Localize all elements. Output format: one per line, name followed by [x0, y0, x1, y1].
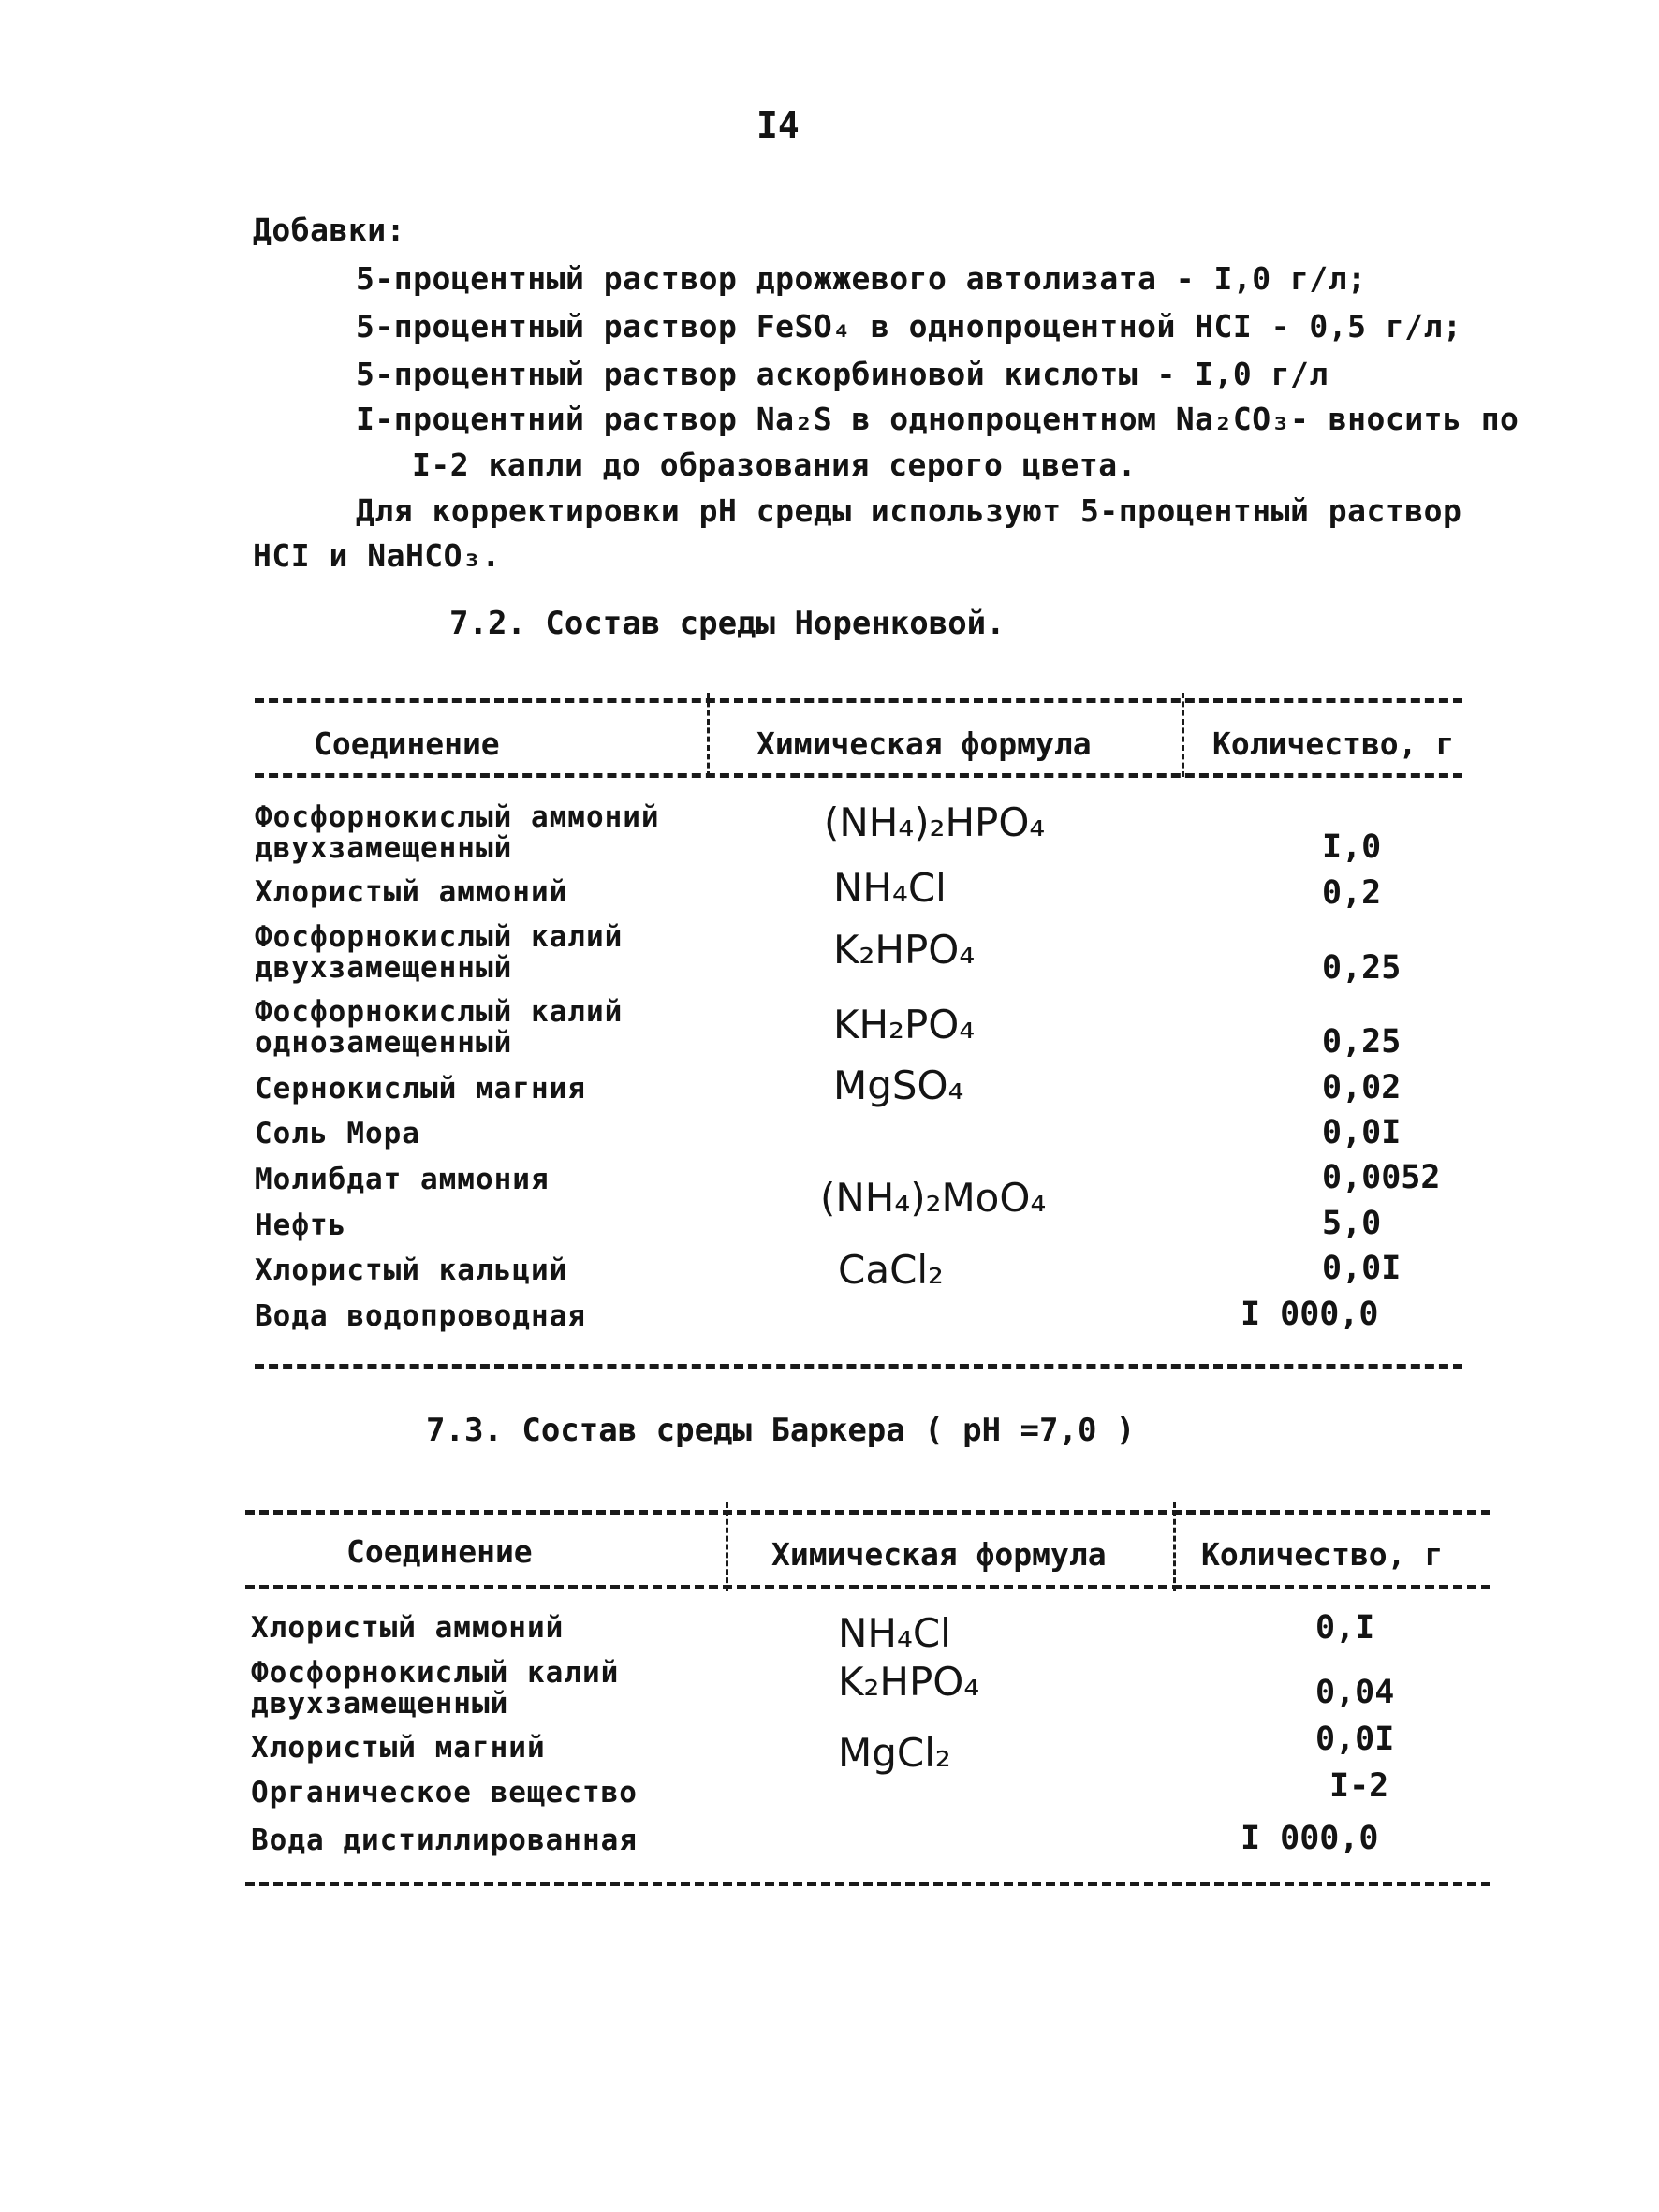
table1-row-name: [255, 997, 623, 1059]
table1-row-qty: I,0: [1322, 828, 1382, 866]
table2-row-name: [251, 1658, 619, 1720]
compound-name: Фосфорнокислый калий двухзамещенный: [255, 920, 624, 985]
table1-row-name: Вода водопроводная: [255, 1299, 586, 1333]
table1-header-quantity: Количество, г: [1212, 725, 1455, 762]
table1-row-qty: 0,25: [1322, 949, 1402, 987]
table1-row-formula: (NH₄)₂HPO₄: [824, 799, 1046, 845]
table1-row-formula: NH₄Cl: [833, 865, 947, 911]
table1-row-qty: 0,02: [1322, 1069, 1402, 1106]
table1-row-qty: 0,0052: [1322, 1159, 1441, 1196]
table2-header-formula: Химическая формула: [771, 1536, 1107, 1573]
table1-row-formula: K₂HPO₄: [833, 927, 976, 973]
table1-row-formula: MgSO₄: [833, 1062, 964, 1108]
table1-bottom-rule: [255, 1364, 1462, 1369]
table1-row-name: Хлористый кальций: [255, 1253, 568, 1287]
table2-row-qty: 0,I: [1315, 1609, 1375, 1647]
table1-row-name: [255, 802, 660, 864]
table1-row-qty: 5,0: [1322, 1205, 1382, 1242]
additive-line: I-2 капли до образования серого цвета.: [412, 447, 1137, 483]
table2-row-name: Хлористый магний: [251, 1731, 546, 1765]
table2-row-qty: 0,04: [1315, 1674, 1395, 1711]
table2-row-name: Вода дистиллированная: [251, 1824, 638, 1857]
table2-row-formula: K₂HPO₄: [838, 1659, 980, 1705]
table2-row-qty: I-2: [1329, 1767, 1389, 1805]
table2-header-rule: [245, 1585, 1490, 1589]
table2-row-formula: NH₄Cl: [838, 1610, 951, 1656]
compound-name: Фосфорнокислый калий двухзамещенный: [251, 1656, 620, 1721]
additive-line: 5-процентный раствор дрожжевого автолизата - I,0 г/л;: [356, 260, 1367, 297]
table2-row-name: Органическое вещество: [251, 1776, 638, 1809]
table1-row-qty: 0,0I: [1322, 1250, 1402, 1287]
table2-header-quantity: Количество, г: [1201, 1536, 1444, 1573]
table2-header-compound: Соединение: [346, 1533, 533, 1570]
table1-title: 7.2. Состав среды Норенковой.: [449, 605, 1006, 642]
table1-row-name: Молибдат аммония: [255, 1163, 550, 1196]
table2-title: 7.3. Состав среды Баркера ( pH =7,0 ): [426, 1412, 1136, 1449]
table2-col-sep: [1173, 1502, 1176, 1591]
table1-row-name: Соль Мора: [255, 1117, 420, 1150]
additive-line: 5-процентный раствор аскорбиновой кислоты - I,0 г/л: [356, 356, 1329, 392]
table1-row-formula: CaCl₂: [838, 1247, 944, 1293]
table1-top-rule: [255, 698, 1462, 703]
table1-row-qty: 0,0I: [1322, 1114, 1402, 1151]
table1-header-rule: [255, 773, 1462, 778]
table1-header-formula: Химическая формула: [756, 725, 1092, 762]
table1-row-name: Сернокислый магния: [255, 1072, 586, 1106]
additives-title: Добавки:: [253, 212, 405, 248]
table1-row-name: [255, 922, 623, 984]
ph-note: Для корректировки pH среды используют 5-процентный раствор: [356, 492, 1462, 529]
table1-row-qty: 0,2: [1322, 874, 1382, 912]
table2-row-formula: MgCl₂: [838, 1730, 951, 1776]
table2-col-sep: [726, 1502, 728, 1591]
table1-row-qty: 0,25: [1322, 1023, 1402, 1061]
compound-name: Фосфорнокислый аммоний двухзамещенный: [255, 800, 660, 865]
table2-bottom-rule: [245, 1882, 1490, 1886]
table1-header-compound: Соединение: [314, 725, 500, 762]
table2-row-qty: 0,0I: [1315, 1721, 1395, 1758]
ph-note-cont: HCI и NaHCO₃.: [253, 537, 501, 574]
table2-row-name: Хлористый аммоний: [251, 1611, 565, 1645]
table1-row-formula: KH₂PO₄: [833, 1002, 976, 1047]
additive-line: 5-процентный раствор FeSO₄ в однопроцентной HCI - 0,5 г/л;: [356, 308, 1462, 344]
page-number: I4: [756, 105, 800, 146]
table2-row-qty: I 000,0: [1241, 1820, 1379, 1857]
table1-col-sep: [707, 693, 710, 777]
additive-line: I-процентний раствор Na₂S в однопроцентном Na₂CO₃- вносить по: [356, 401, 1520, 437]
table1-row-name: Нефть: [255, 1209, 347, 1242]
table1-row-formula: (NH₄)₂MoO₄: [820, 1175, 1047, 1221]
table1-col-sep: [1182, 693, 1184, 777]
table1-row-name: Хлористый аммоний: [255, 875, 568, 909]
table1-row-qty: I 000,0: [1241, 1296, 1379, 1333]
table2-top-rule: [245, 1510, 1490, 1515]
compound-name: Фосфорнокислый калий однозамещенный: [255, 995, 624, 1060]
